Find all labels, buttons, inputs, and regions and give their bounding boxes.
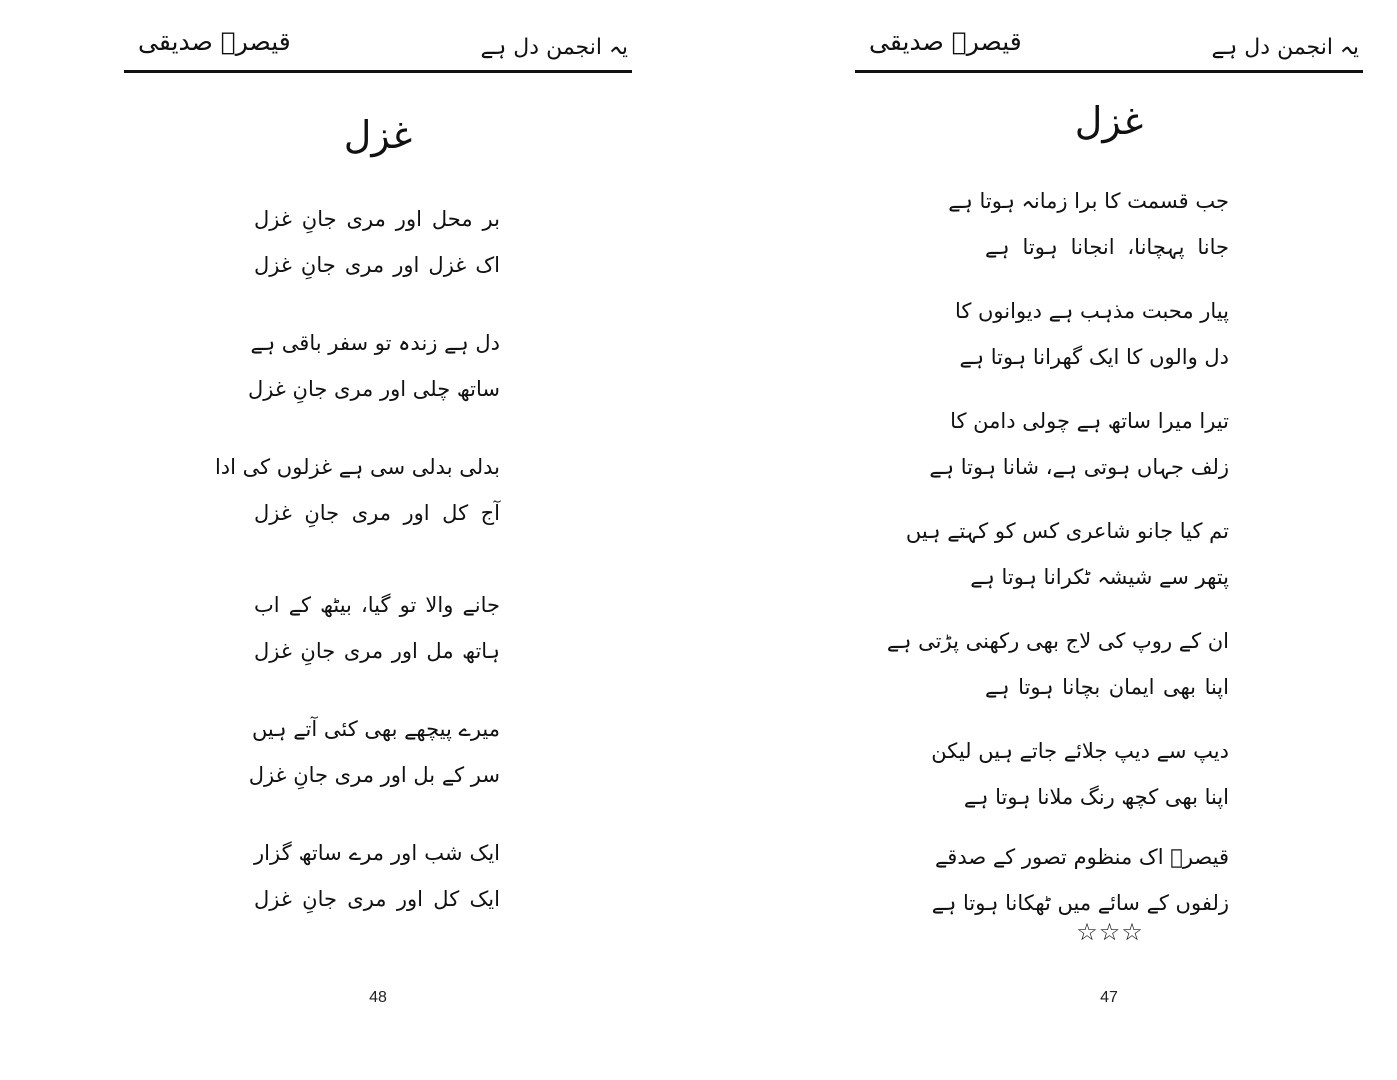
verse-line: بدلی بدلی سی ہے غزلوں کی ادا [214, 455, 500, 479]
couplet [248, 320, 500, 412]
verse-line: دل والوں کا ایک گھرانا ہوتا ہے [959, 345, 1229, 369]
verse-line: جانے والا تو گیا، بیٹھ کے اب [254, 593, 500, 617]
verse-line: پتھر سے شیشہ ٹکرانا ہوتا ہے [970, 565, 1229, 589]
verse-line: اک غزل اور مری جانِ غزل [254, 253, 500, 277]
verse-line: آج کل اور مری جانِ غزل [254, 501, 500, 525]
couplet [929, 398, 1229, 490]
verse-line: ہاتھ مل اور مری جانِ غزل [254, 639, 500, 663]
couplet [254, 582, 500, 674]
couplet [905, 508, 1229, 600]
verse-line: ایک کل اور مری جانِ غزل [254, 887, 500, 911]
verse-line: جانا پہچانا، انجانا ہوتا ہے [985, 235, 1229, 259]
page-47 [855, 0, 1363, 1080]
couplet [886, 618, 1229, 710]
verse-line: زلفوں کے سائے میں ٹھکانا ہوتا ہے [931, 891, 1229, 915]
couplet [948, 178, 1229, 270]
header-book-title: یہ انجمن دل ہے [1211, 35, 1359, 60]
verse-line: میرے پیچھے بھی کئی آتے ہیں [251, 717, 500, 741]
header-rule [124, 70, 632, 73]
running-header [855, 22, 1363, 68]
couplet [214, 444, 500, 536]
page-number: 47 [1100, 989, 1118, 1006]
couplet [931, 834, 1229, 926]
running-header [124, 22, 632, 68]
verse-line: سر کے بل اور مری جانِ غزل [248, 763, 500, 787]
couplet [254, 196, 500, 288]
couplet [248, 706, 500, 798]
verse-line: جب قسمت کا برا زمانہ ہوتا ہے [948, 189, 1229, 213]
verse-line: بر محل اور مری جانِ غزل [254, 207, 500, 231]
verse-line: ایک شب اور مرے ساتھ گزار [254, 841, 500, 865]
verse-line: ان کے روپ کی لاج بھی رکھنی پڑتی ہے [886, 629, 1229, 653]
couplet [954, 288, 1229, 380]
verse-line: تم کیا جانو شاعری کس کو کہتے ہیں [905, 519, 1229, 543]
couplet [254, 830, 500, 922]
header-author: قیصرؔ صدیقی [869, 27, 1022, 56]
verse-line: دل ہے زندہ تو سفر باقی ہے [250, 331, 500, 355]
poem-title: غزل [343, 113, 413, 157]
end-of-poem-stars: ☆☆☆ [1076, 918, 1144, 946]
verse-line: تیرا میرا ساتھ ہے چولی دامن کا [950, 409, 1229, 433]
verse-line: ساتھ چلی اور مری جانِ غزل [248, 377, 500, 401]
page-48 [124, 0, 632, 1080]
couplet [931, 728, 1229, 820]
verse-line: دیپ سے دیپ جلائے جاتے ہیں لیکن [931, 739, 1229, 763]
verse-line: پیار محبت مذہب ہے دیوانوں کا [954, 299, 1229, 323]
header-book-title: یہ انجمن دل ہے [480, 35, 628, 60]
poem-title: غزل [1074, 99, 1144, 143]
verse-line: قیصرؔ اک منظوم تصور کے صدقے [935, 845, 1229, 869]
header-rule [855, 70, 1363, 73]
verse-line: زلف جہاں ہوتی ہے، شانا ہوتا ہے [929, 455, 1229, 479]
verse-line: اپنا بھی کچھ رنگ ملانا ہوتا ہے [963, 785, 1229, 809]
header-author: قیصرؔ صدیقی [138, 27, 291, 56]
page-number: 48 [369, 989, 387, 1006]
verse-line: اپنا بھی ایمان بچانا ہوتا ہے [985, 675, 1229, 699]
